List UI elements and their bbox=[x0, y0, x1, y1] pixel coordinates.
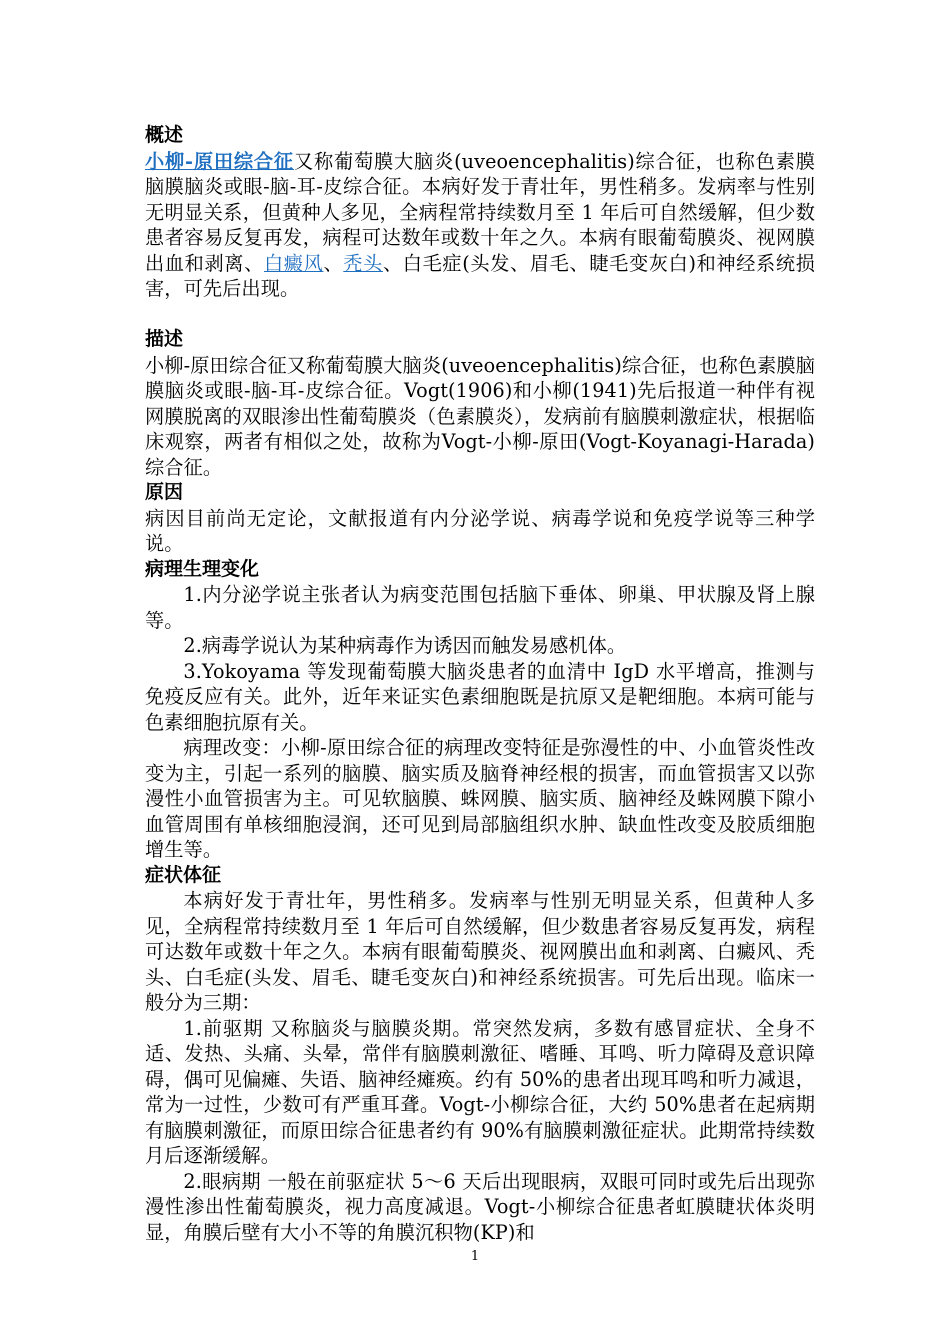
link-vitiligo[interactable]: 白癜风 bbox=[263, 251, 324, 275]
section-title-pathophysiology: 病理生理变化 bbox=[145, 557, 260, 580]
pathophysiology-paragraph-3: 3.Yokoyama 等发现葡萄膜大脑炎患者的血清中 IgD 水平增高，推测与免疫反应有关。此外，近年来证实色素细胞既是抗原又是靶细胞。本病可能与色素细胞抗原有关。 bbox=[145, 659, 815, 734]
overview-paragraph bbox=[145, 149, 815, 302]
pathophysiology-paragraph-4: 病理改变：小柳-原田综合征的病理改变特征是弥漫性的中、小血管炎性改变为主，引起一系列的脑膜、脑实质及脑脊神经根的损害，而血管损害又以弥漫性小血管损害为主。可见软脑膜、蛛网膜、脑实质、脑神经及蛛网膜下隙小血管周围有单核细胞浸润，还可见到局部脑组织水肿、缺血性改变及胶质细胞增生等。 bbox=[145, 736, 815, 861]
link-vkh-syndrome[interactable]: 小柳-原田综合征 bbox=[145, 149, 294, 173]
symptoms-paragraph-2: 1.前驱期 又称脑炎与脑膜炎期。常突然发病，多数有感冒症状、全身不适、发热、头痛、头晕，常伴有脑膜刺激征、嗜睡、耳鸣、听力障碍及意识障碍，偶可见偏瘫、失语、脑神经瘫痪。约有 50%的患者出现耳鸣和听力减退，常为一过性，少数可有严重耳聋。Vogt-小柳综合征，大约 50%患者在起病期有脑膜刺激征，而原田综合征患者约有 90%有脑膜刺激征症状。此期常持续数月后逐渐缓解。 bbox=[145, 1016, 815, 1167]
page-number: 1 bbox=[470, 1249, 480, 1264]
section-title-description: 描述 bbox=[145, 328, 184, 350]
overview-text-1: 又称葡萄膜大脑炎(uveoencephalitis)综合征，也称色素膜脑膜脑炎或眼-脑-耳-皮综合征。本病好发于青壮年，男性稍多。发病率与性别无明显关系，但黄种人多见，全病程常持续数月至 1 年后可自然缓解，但少数患者容易反复再发，病程可达数年或数十年之久。本病有眼葡萄膜炎、视网膜出血和剥离、 bbox=[145, 149, 816, 275]
overview-separator: 、 bbox=[323, 251, 344, 275]
section-title-symptoms: 症状体征 bbox=[145, 863, 222, 886]
document-body bbox=[145, 123, 815, 1245]
symptoms-paragraph-1: 本病好发于青壮年，男性稍多。发病率与性别无明显关系，但黄种人多见，全病程常持续数月至 1 年后可自然缓解，但少数患者容易反复再发，病程可达数年或数十年之久。本病有眼葡萄膜炎、视网膜出血和剥离、白癜风、秃头、白毛症(头发、眉毛、睫毛变灰白)和神经系统损害。可先后出现。临床一般分为三期： bbox=[145, 889, 815, 1014]
section-title-overview: 概述 bbox=[145, 124, 184, 146]
cause-paragraph: 病因目前尚无定论，文献报道有内分泌学说、病毒学说和免疫学说等三种学说。 bbox=[145, 506, 815, 555]
spacer bbox=[145, 302, 815, 328]
link-baldness[interactable]: 秃头 bbox=[343, 251, 383, 275]
pathophysiology-paragraph-2: 2.病毒学说认为某种病毒作为诱因而触发易感机体。 bbox=[183, 634, 627, 657]
pathophysiology-paragraph-1: 1.内分泌学说主张者认为病变范围包括脑下垂体、卵巢、甲状腺及肾上腺等。 bbox=[145, 583, 815, 632]
overview-text-2: 、白毛症(头发、眉毛、睫毛变灰白)和神经系统损害，可先后出现。 bbox=[145, 251, 815, 300]
section-title-cause: 原因 bbox=[145, 481, 184, 503]
symptoms-paragraph-3: 2.眼病期 一般在前驱症状 5～6 天后出现眼病，双眼可同时或先后出现弥漫性渗出性葡萄膜炎，视力高度减退。Vogt-小柳综合征患者虹膜睫状体炎明显，角膜后壁有大小不等的角膜沉积物(KP)和 bbox=[145, 1169, 815, 1244]
description-paragraph: 小柳-原田综合征又称葡萄膜大脑炎(uveoencephalitis)综合征，也称色素膜脑膜脑炎或眼-脑-耳-皮综合征。Vogt(1906)和小柳(1941)先后报道一种伴有视网膜脱离的双眼渗出性葡萄膜炎（色素膜炎），发病前有脑膜刺激症状，根据临床观察，两者有相似之处，故称为Vogt-小柳-原田(Vogt-Koyanagi-Harada)综合征。 bbox=[145, 353, 815, 479]
